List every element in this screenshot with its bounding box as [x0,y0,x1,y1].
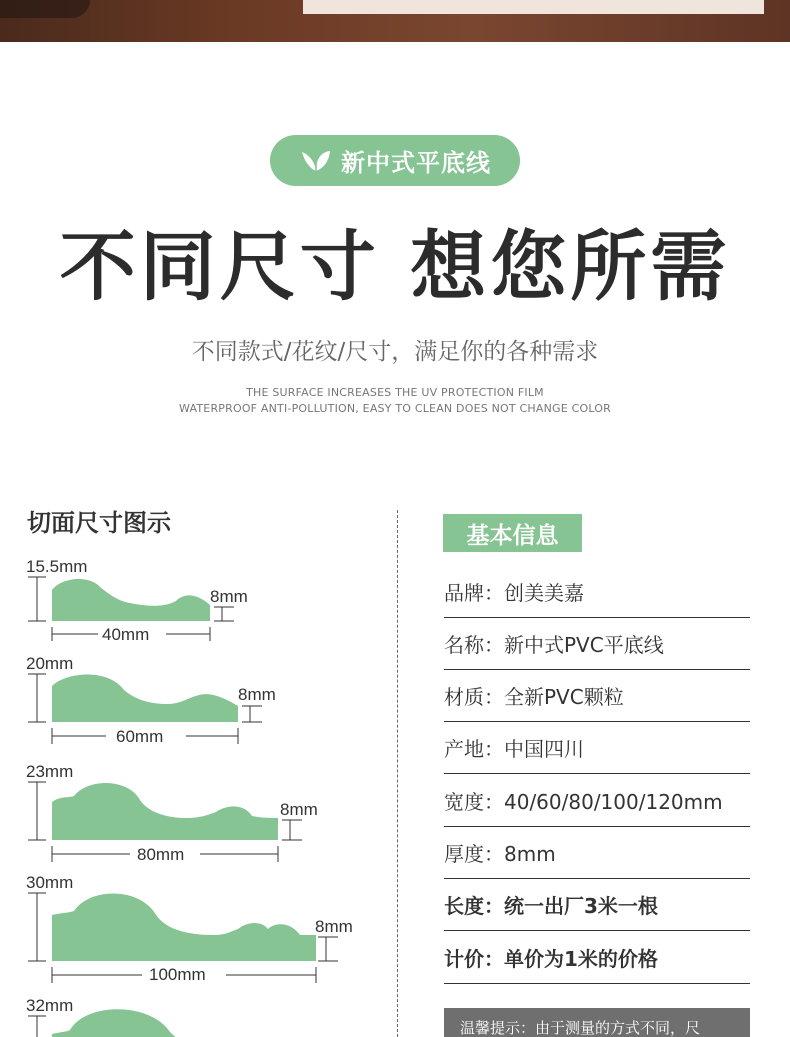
info-row-length: 长度：统一出厂3米一根 [444,878,750,931]
width-label: 40mm [102,625,150,644]
english-line-1: THE SURFACE INCREASES THE UV PROTECTION FILM [246,386,544,399]
photo-shadow [0,0,90,18]
thickness-label: 8mm [315,917,353,936]
tip-note: 温馨提示：由于测量的方式不同，尺 [444,1008,750,1037]
thickness-label: 8mm [238,685,276,704]
info-row-pricing: 计价：单价为1米的价格 [444,931,750,984]
info-title: 基本信息 [443,514,582,552]
hero-title: 不同尺寸 想您所需 [59,222,731,311]
info-row-material: 材质：全新PVC颗粒 [444,669,750,722]
height-label: 15.5mm [26,557,88,576]
info-row-brand: 品牌：创美美嘉 [444,565,750,618]
info-row-width: 宽度：40/60/80/100/120mm [444,774,750,827]
height-label: 30mm [26,873,74,892]
height-label: 20mm [26,654,74,673]
photo-panel [303,0,764,14]
info-row-origin: 产地：中国四川 [444,721,750,774]
info-row-name: 名称：新中式PVC平底线 [444,617,750,670]
info-row-thickness: 厚度：8mm [444,826,750,879]
english-line-2: WATERPROOF ANTI-POLLUTION, EASY TO CLEAN DOES NOT CHANGE COLOR [179,402,611,415]
width-label: 100mm [149,965,206,984]
profile-diagram-4 [0,871,400,991]
thickness-label: 8mm [280,800,318,819]
profile-diagram-1 [0,555,400,650]
profile-diagram-3 [0,760,400,870]
thickness-label: 8mm [210,587,248,606]
profile-diagram-2 [0,652,400,752]
top-photo-strip [0,0,790,42]
width-label: 60mm [116,727,164,746]
height-label: 23mm [26,762,74,781]
category-badge [270,135,520,186]
width-label: 80mm [137,845,185,864]
profile-diagram-5 [0,994,400,1037]
height-label: 32mm [26,996,74,1015]
leaf-icon [299,149,333,173]
badge-label: 新中式平底线 [341,149,491,177]
subtitle: 不同款式/花纹/尺寸，满足你的各种需求 [191,339,599,365]
section-title: 切面尺寸图示 [27,509,171,537]
